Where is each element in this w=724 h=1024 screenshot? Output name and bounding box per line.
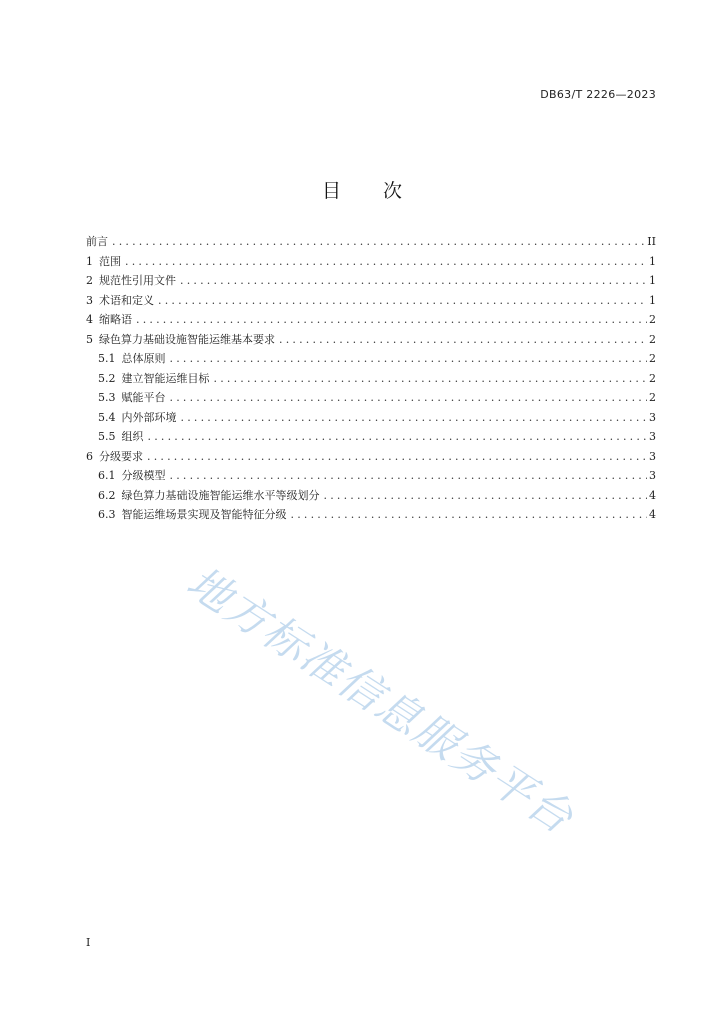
toc-entry-page: 2	[649, 352, 656, 365]
toc-entry-title: 规范性引用文件	[99, 274, 176, 287]
toc-entry[interactable]	[86, 505, 656, 525]
toc-leader-dots	[148, 427, 648, 447]
toc-leader-dots	[291, 505, 648, 525]
toc-entry-title: 组织	[121, 430, 144, 443]
toc-entry-label	[98, 349, 166, 369]
toc-entry-label	[86, 271, 176, 291]
toc-entry-label	[86, 447, 143, 467]
toc-entry-title: 分级模型	[121, 469, 166, 482]
toc-entry-number: 4	[86, 313, 93, 326]
toc-entry-page: 4	[649, 508, 656, 521]
watermark: 地方标准信息服务平台	[177, 557, 583, 845]
toc-entry-page: 2	[649, 313, 656, 326]
toc-entry-label	[86, 291, 154, 311]
toc-entry[interactable]	[86, 310, 656, 330]
toc-entry-label	[98, 505, 287, 525]
toc-entry-label	[86, 252, 121, 272]
toc-entry-label	[98, 369, 210, 389]
toc-entry-number: 6.3	[98, 508, 116, 521]
toc-entry-page: 3	[649, 430, 656, 443]
toc-entry-title: 总体原则	[121, 352, 166, 365]
toc-entry-number: 5.5	[98, 430, 116, 443]
toc-entry-page: 1	[649, 293, 656, 307]
toc-entry-number: 1	[86, 254, 93, 268]
toc-entry-number: 6.1	[98, 469, 116, 482]
toc-leader-dots	[180, 271, 647, 291]
table-of-contents	[86, 232, 656, 525]
toc-entry-label	[98, 427, 144, 447]
toc-entry-title: 前言	[86, 235, 108, 248]
toc-leader-dots	[125, 252, 647, 272]
toc-entry-page: II	[647, 235, 656, 248]
toc-entry-page: 1	[649, 254, 656, 268]
toc-entry-page: 4	[649, 488, 656, 502]
toc-entry-number: 2	[86, 274, 93, 287]
toc-entry-title: 赋能平台	[121, 391, 166, 404]
toc-entry-label	[98, 486, 320, 506]
toc-entry-title: 建立智能运维目标	[121, 371, 210, 385]
toc-entry[interactable]	[86, 427, 656, 447]
toc-entry-label	[86, 330, 275, 350]
toc-entry-number: 5.4	[98, 410, 116, 424]
toc-entry[interactable]	[86, 291, 656, 311]
toc-entry-label	[98, 408, 177, 428]
toc-entry-page: 3	[649, 410, 656, 424]
toc-entry-number: 5.1	[98, 352, 116, 365]
toc-entry-title: 缩略语	[99, 313, 132, 326]
toc-entry[interactable]	[86, 408, 656, 428]
toc-entry-number: 5	[86, 332, 93, 346]
toc-leader-dots	[324, 486, 648, 506]
page-number: I	[86, 936, 91, 949]
toc-entry[interactable]	[86, 369, 656, 389]
toc-entry[interactable]	[86, 349, 656, 369]
toc-entry-title: 分级要求	[99, 449, 143, 463]
toc-entry-page: 2	[649, 332, 656, 346]
toc-entry-number: 5.3	[98, 391, 116, 404]
toc-entry[interactable]	[86, 232, 656, 252]
toc-entry[interactable]	[86, 447, 656, 467]
toc-entry[interactable]	[86, 388, 656, 408]
toc-entry-number: 3	[86, 293, 93, 307]
toc-entry[interactable]	[86, 330, 656, 350]
toc-entry-title: 绿色算力基础设施智能运维水平等级划分	[121, 488, 320, 502]
toc-entry-title: 绿色算力基础设施智能运维基本要求	[99, 332, 275, 346]
toc-entry-title: 范围	[99, 254, 121, 268]
toc-entry-title: 智能运维场景实现及智能特征分级	[121, 508, 287, 521]
toc-entry-label	[86, 232, 108, 252]
toc-entry-label	[98, 388, 166, 408]
toc-leader-dots	[181, 408, 648, 428]
toc-entry-label	[86, 310, 132, 330]
toc-leader-dots	[170, 466, 648, 486]
toc-leader-dots	[112, 232, 645, 252]
toc-entry[interactable]	[86, 271, 656, 291]
standard-code: DB63/T 2226—2023	[540, 88, 656, 101]
toc-leader-dots	[279, 330, 647, 350]
toc-entry-page: 2	[649, 371, 656, 385]
toc-entry-page: 1	[649, 274, 656, 287]
toc-entry-title: 内外部环境	[121, 410, 177, 424]
toc-entry-page: 3	[649, 449, 656, 463]
toc-leader-dots	[214, 369, 648, 389]
toc-title: 目 次	[321, 180, 421, 202]
toc-entry[interactable]	[86, 252, 656, 272]
toc-entry-label	[98, 466, 166, 486]
toc-leader-dots	[170, 349, 648, 369]
toc-entry-page: 3	[649, 469, 656, 482]
toc-entry[interactable]	[86, 486, 656, 506]
toc-leader-dots	[158, 291, 647, 311]
toc-leader-dots	[147, 447, 647, 467]
toc-entry[interactable]	[86, 466, 656, 486]
toc-entry-number: 5.2	[98, 371, 116, 385]
toc-entry-title: 术语和定义	[99, 293, 154, 307]
toc-entry-number: 6	[86, 449, 93, 463]
toc-entry-number: 6.2	[98, 488, 116, 502]
toc-leader-dots	[170, 388, 648, 408]
toc-entry-page: 2	[649, 391, 656, 404]
toc-leader-dots	[136, 310, 647, 330]
